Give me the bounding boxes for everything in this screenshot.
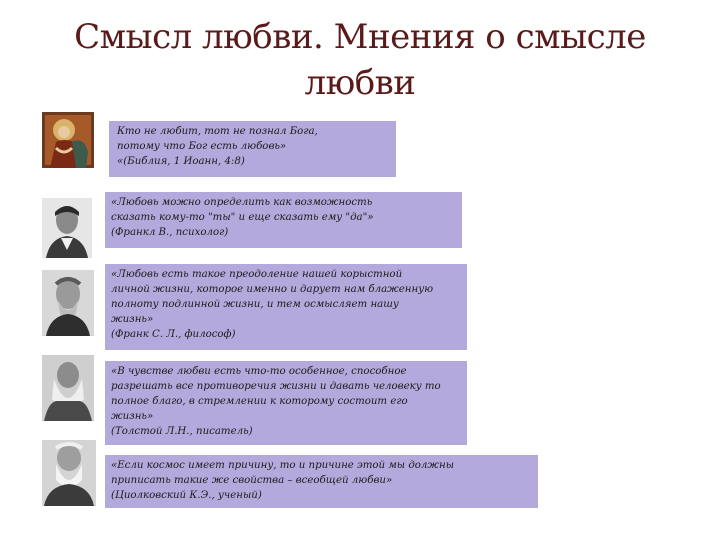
quote-line: жизнь» [111,314,154,325]
frank-portrait-icon [42,270,94,336]
quote-card-frankl [105,192,462,248]
quote-line: (Франк С. Л., философ) [111,329,236,340]
quote-line: полноту подлинной жизни, и тем осмысляет нашу [111,299,399,310]
quote-card-frank [105,264,467,350]
quote-line: разрешать все противоречия жизни и давать человеку то [111,381,441,392]
quote-line: жизнь» [111,411,154,422]
quote-line: «Любовь есть такое преодоление нашей корыстной [111,269,403,280]
tolstoy-portrait-icon [42,355,94,421]
tsiolkovsky-portrait-icon [42,440,96,506]
quote-line: «Если космос имеет причину, то и причине этой мы должны [111,460,455,471]
quote-line: приписать такие же свойства – всеобщей любви» [111,475,393,486]
quote-card-tolstoy [105,361,467,445]
quote-line: «(Библия, 1 Иоанн, 4:8) [117,156,245,167]
quote-line: Кто не любит, тот не познал Бога, [117,126,318,137]
title-line-2: любви [304,63,416,103]
quote-card-bible [109,121,396,177]
quote-line: «В чувстве любви есть что-то особенное, способное [111,366,407,377]
frankl-portrait-icon [42,198,92,258]
icon-painting-icon [42,112,94,168]
quote-line: (Франкл В., психолог) [111,227,229,238]
quote-line: «Любовь можно определить как возможность [111,197,373,208]
quote-line: потому что Бог есть любовь» [117,141,287,152]
quote-line: (Циолковский К.Э., ученый) [111,490,262,501]
quote-line: сказать кому-то "ты" и еще сказать ему "да"» [111,212,374,223]
quote-line: личной жизни, которое именно и дарует нам блаженную [111,284,434,295]
quote-line: полное благо, в стремлении к которому состоит его [111,396,408,407]
quote-card-tsiolkovsky [105,455,538,508]
quote-line: (Толстой Л.Н., писатель) [111,426,253,437]
title-line-1: Смысл любви. Мнения о смысле [74,17,646,57]
slide-title [60,14,660,106]
